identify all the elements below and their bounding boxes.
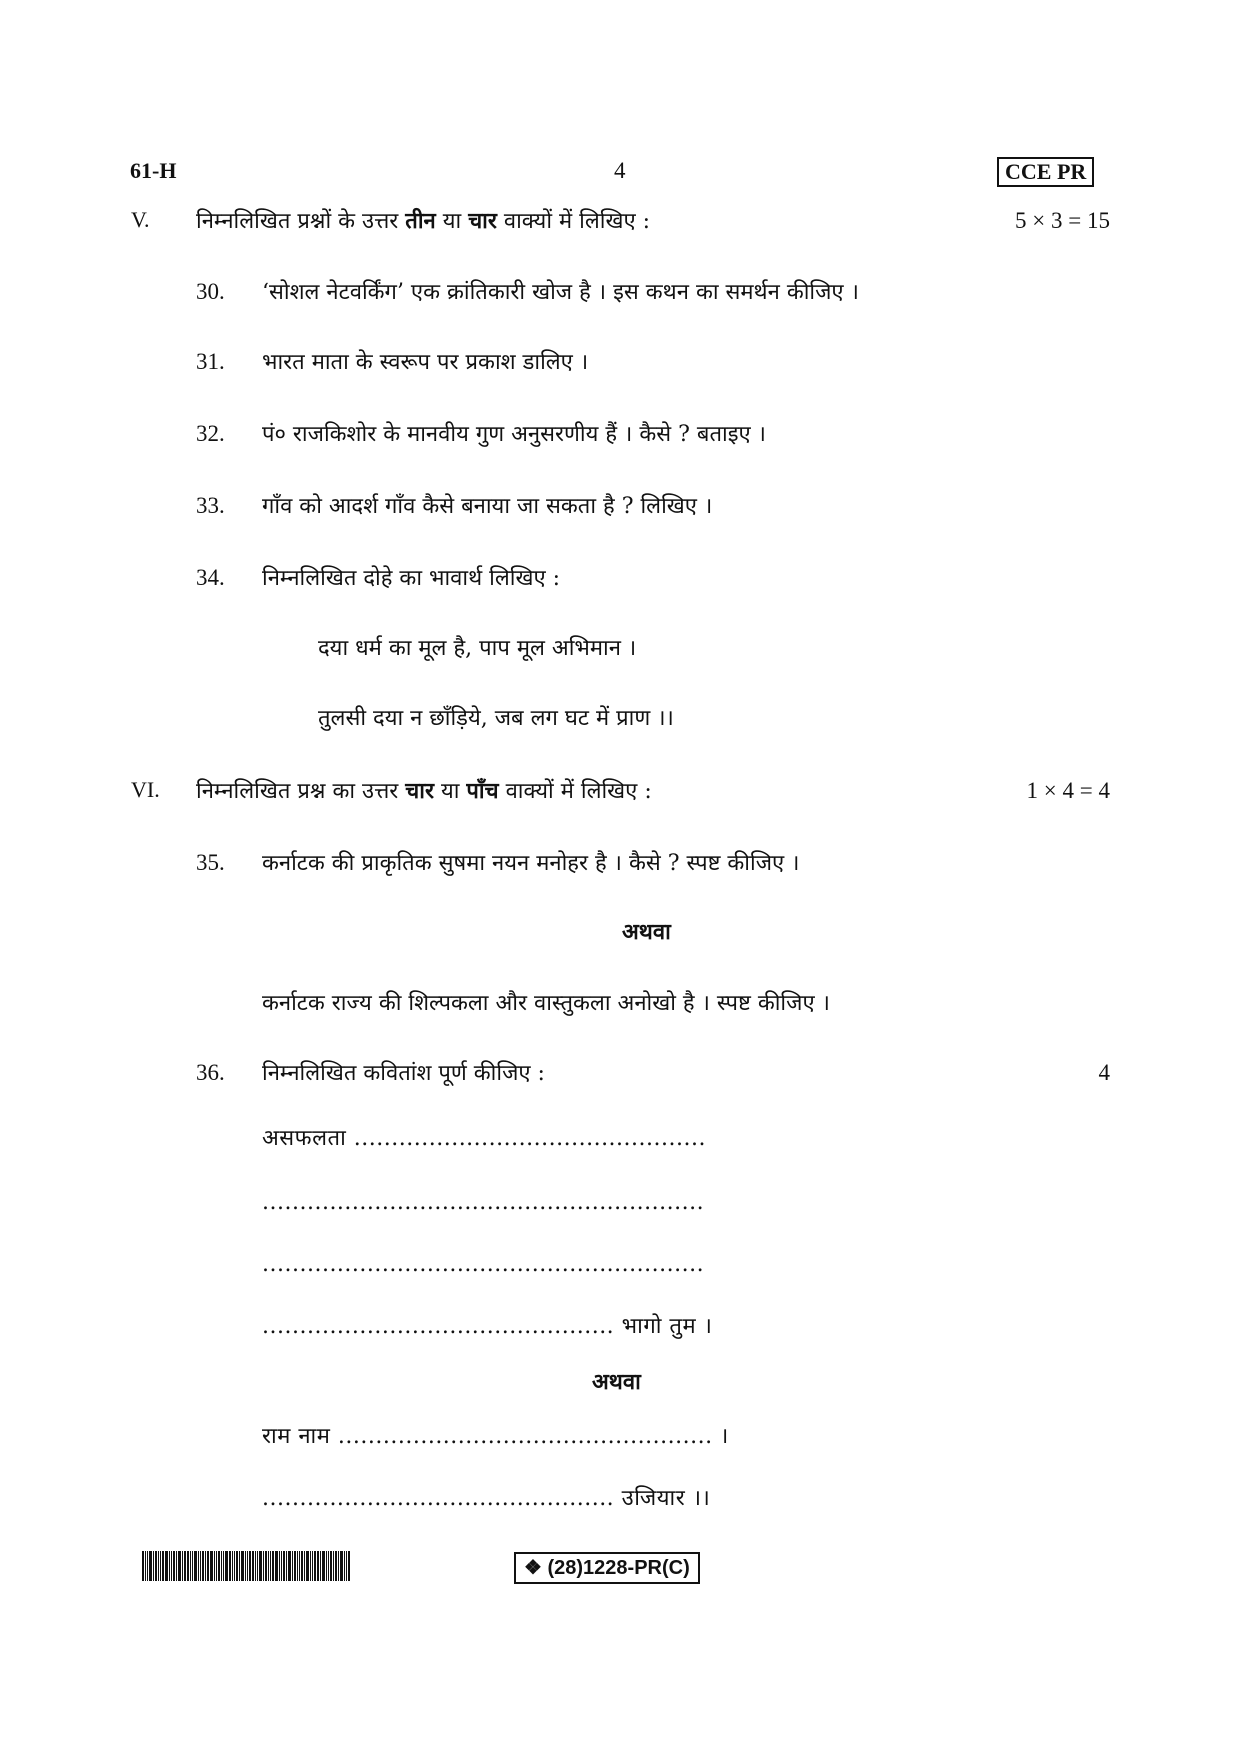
- barcode-bar: [192, 1551, 193, 1581]
- barcode-bar: [221, 1551, 222, 1581]
- section-vi-instruction: निम्नलिखित प्रश्न का उत्तर चार या पाँच वाक्यों में लिखिए :: [196, 778, 652, 804]
- barcode-bar: [255, 1551, 256, 1581]
- barcode-bar: [275, 1551, 278, 1581]
- question-30-number: 30.: [196, 279, 225, 304]
- barcode-bar: [310, 1551, 311, 1581]
- barcode-bar: [241, 1551, 244, 1581]
- question-31-number: 31.: [196, 349, 225, 374]
- barcode-bar: [155, 1551, 157, 1581]
- barcode-bar: [270, 1551, 271, 1581]
- question-34-number: 34.: [196, 565, 225, 590]
- barcode-bar: [142, 1551, 144, 1581]
- barcode-bar: [171, 1551, 172, 1581]
- barcode-bar: [328, 1551, 329, 1581]
- barcode-bar: [162, 1551, 164, 1581]
- barcode-bar: [178, 1551, 181, 1581]
- barcode-bar: [265, 1551, 267, 1581]
- barcode-bar: [279, 1551, 280, 1581]
- barcode-bar: [288, 1551, 291, 1581]
- barcode-bar: [236, 1551, 238, 1581]
- barcode-bar: [187, 1551, 189, 1581]
- barcode-bar: [198, 1551, 199, 1581]
- barcode-bar: [297, 1551, 298, 1581]
- barcode-bar: [239, 1551, 240, 1581]
- footer-paper-code: ❖ (28)1228-PR(C): [514, 1552, 700, 1584]
- barcode-bar: [333, 1551, 334, 1581]
- poem-line-1: असफलता ...............................................: [262, 1126, 706, 1151]
- barcode-bar: [190, 1551, 191, 1581]
- barcode-bar: [223, 1551, 224, 1581]
- section-vi-marks: 1 × 4 = 4: [1026, 778, 1110, 803]
- barcode-bar: [249, 1551, 251, 1581]
- poem-alt-line-2: ............................................... उजियार ।।: [262, 1486, 711, 1511]
- barcode-bar: [160, 1551, 161, 1581]
- barcode-bar: [202, 1551, 204, 1581]
- barcode-bar: [234, 1551, 235, 1581]
- question-35-alternative: कर्नाटक राज्य की शिल्पकला और वास्तुकला अनोखो है । स्पष्ट कीजिए ।: [262, 991, 830, 1016]
- barcode-bar: [263, 1551, 264, 1581]
- barcode-bar: [335, 1551, 337, 1581]
- barcode-bar: [173, 1551, 175, 1581]
- barcode-bar: [214, 1551, 215, 1581]
- barcode-bar: [304, 1551, 305, 1581]
- question-33-number: 33.: [196, 493, 225, 518]
- barcode-bar: [281, 1551, 282, 1581]
- question-32-number: 32.: [196, 421, 225, 446]
- question-36-marks: 4: [1098, 1060, 1110, 1085]
- barcode-bar: [283, 1551, 285, 1581]
- question-31-text: भारत माता के स्वरूप पर प्रकाश डालिए ।: [262, 350, 589, 375]
- barcode-bar: [194, 1551, 197, 1581]
- doha-line-1: दया धर्म का मूल है, पाप मूल अभिमान ।: [318, 636, 637, 661]
- barcode-bar: [330, 1551, 332, 1581]
- barcode-bar: [158, 1551, 159, 1581]
- poem-alt-line-1: राम नाम .................................................. ।: [262, 1424, 729, 1449]
- barcode-bar: [147, 1551, 148, 1581]
- barcode-bar: [268, 1551, 269, 1581]
- barcode-bar: [306, 1551, 309, 1581]
- barcode-bar: [252, 1551, 254, 1581]
- barcode-bar: [314, 1551, 316, 1581]
- barcode-bar: [301, 1551, 303, 1581]
- barcode-bar: [232, 1551, 233, 1581]
- barcode-bar: [176, 1551, 177, 1581]
- barcode-bar: [257, 1551, 258, 1581]
- barcode-bar: [326, 1551, 327, 1581]
- barcode-bar: [340, 1551, 343, 1581]
- barcode-bar: [145, 1551, 146, 1581]
- barcode-bar: [338, 1551, 339, 1581]
- question-35-number: 35.: [196, 850, 225, 875]
- or-label-2: अथवा: [592, 1369, 641, 1395]
- section-v-marks: 5 × 3 = 15: [1015, 208, 1110, 233]
- barcode-bar: [207, 1551, 209, 1581]
- barcode-bar: [245, 1551, 246, 1581]
- section-v-roman: V.: [131, 207, 150, 232]
- barcode-bar: [294, 1551, 296, 1581]
- question-36-number: 36.: [196, 1060, 225, 1085]
- poem-line-4: ............................................... भागो तुम ।: [262, 1314, 713, 1339]
- barcode: [142, 1551, 388, 1581]
- barcode-bar: [247, 1551, 248, 1581]
- question-32-text: पं० राजकिशोर के मानवीय गुण अनुसरणीय हैं । कैसे ? बताइए ।: [262, 422, 767, 447]
- barcode-bar: [344, 1551, 345, 1581]
- barcode-bar: [292, 1551, 293, 1581]
- poem-line-3: ...........................................................: [262, 1252, 705, 1277]
- barcode-bar: [218, 1551, 220, 1581]
- barcode-bar: [317, 1551, 319, 1581]
- barcode-bar: [200, 1551, 201, 1581]
- barcode-bar: [165, 1551, 168, 1581]
- barcode-bar: [184, 1551, 186, 1581]
- question-33-text: गाँव को आदर्श गाँव कैसे बनाया जा सकता है ? लिखिए ।: [262, 494, 713, 519]
- page-number: 4: [614, 158, 626, 183]
- barcode-bar: [346, 1551, 347, 1581]
- barcode-bar: [210, 1551, 213, 1581]
- barcode-bar: [182, 1551, 183, 1581]
- barcode-bar: [320, 1551, 321, 1581]
- section-v-instruction: निम्नलिखित प्रश्नों के उत्तर तीन या चार वाक्यों में लिखिए :: [196, 208, 651, 234]
- barcode-bar: [153, 1551, 154, 1581]
- question-34-text: निम्नलिखित दोहे का भावार्थ लिखिए :: [262, 566, 561, 591]
- barcode-bar: [348, 1551, 350, 1581]
- barcode-bar: [216, 1551, 217, 1581]
- cce-pr-badge: CCE PR: [997, 157, 1094, 187]
- paper-code: 61-H: [130, 158, 177, 183]
- barcode-bar: [286, 1551, 287, 1581]
- or-label-1: अथवा: [622, 919, 671, 945]
- barcode-bar: [169, 1551, 170, 1581]
- barcode-bar: [229, 1551, 231, 1581]
- question-30-text: ‘सोशल नेटवर्किंग’ एक क्रांतिकारी खोज है । इस कथन का समर्थन कीजिए ।: [262, 280, 859, 305]
- barcode-bar: [322, 1551, 325, 1581]
- barcode-bar: [149, 1551, 152, 1581]
- barcode-bar: [272, 1551, 274, 1581]
- barcode-bar: [259, 1551, 262, 1581]
- barcode-bar: [205, 1551, 206, 1581]
- doha-line-2: तुलसी दया न छाँड़िये, जब लग घट में प्राण ।।: [318, 706, 674, 731]
- barcode-bar: [312, 1551, 313, 1581]
- barcode-bar: [299, 1551, 300, 1581]
- question-35-text: कर्नाटक की प्राकृतिक सुषमा नयन मनोहर है । कैसे ? स्पष्ट कीजिए ।: [262, 851, 800, 876]
- barcode-bar: [225, 1551, 228, 1581]
- poem-line-2: ...........................................................: [262, 1190, 705, 1215]
- section-vi-roman: VI.: [131, 777, 160, 802]
- question-36-text: निम्नलिखित कवितांश पूर्ण कीजिए :: [262, 1061, 545, 1086]
